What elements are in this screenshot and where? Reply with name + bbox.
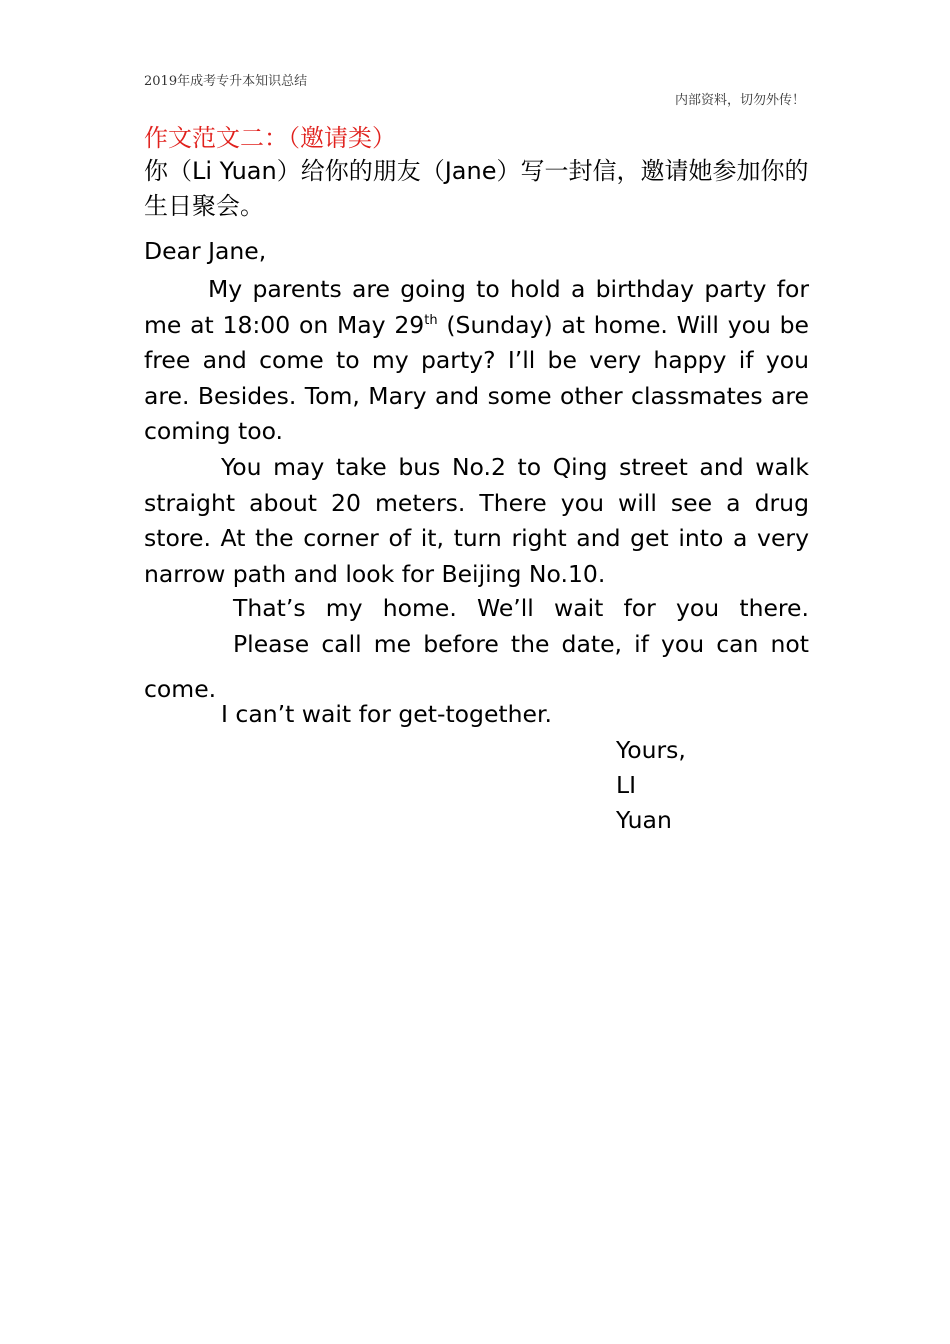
essay-title: 作文范文二：（邀请类）	[144, 124, 396, 152]
letter-paragraph-4: I can’t wait for get-together.	[221, 700, 552, 728]
page-header-left: 2019年成考专升本知识总结	[144, 74, 308, 89]
paragraph-1-text-a: My parents are going to hold a birthday party for me at 18:00 on May 29	[144, 275, 809, 339]
page-header-right: 内部资料，切勿外传！	[674, 93, 805, 108]
letter-greeting: Dear Jane,	[144, 237, 267, 265]
letter-paragraph-3-line-2: Please call me before the date, if you can not	[233, 630, 809, 658]
letter-paragraph-2: You may take bus No.2 to Qing street and walk straight about 20 meters. There you will see a drug store. At the corner of it, turn right and get into a very narrow path and look for Beijing No.10.	[144, 453, 809, 588]
letter-paragraph-3-line-1: That’s my home. We’ll wait for you there.	[233, 594, 809, 622]
ordinal-suffix: th	[424, 312, 438, 328]
letter-paragraph-1	[144, 272, 809, 450]
essay-prompt: 你（Li Yuan）给你的朋友（Jane）写一封信，邀请她参加你的生日聚会。	[144, 157, 809, 220]
letter-closing: Yours,	[616, 736, 686, 764]
signature-name-line-2: Yuan	[616, 806, 672, 834]
letter-paragraph-3-line-3: come.	[144, 675, 217, 703]
signature-name-line-1: LI	[616, 771, 637, 799]
paragraph-1-text-b: (Sunday) at home. Will you be free and come to my party? I’ll be very happy if you are. Besides. Tom, Mary and some other classmates are coming too.	[144, 310, 810, 445]
